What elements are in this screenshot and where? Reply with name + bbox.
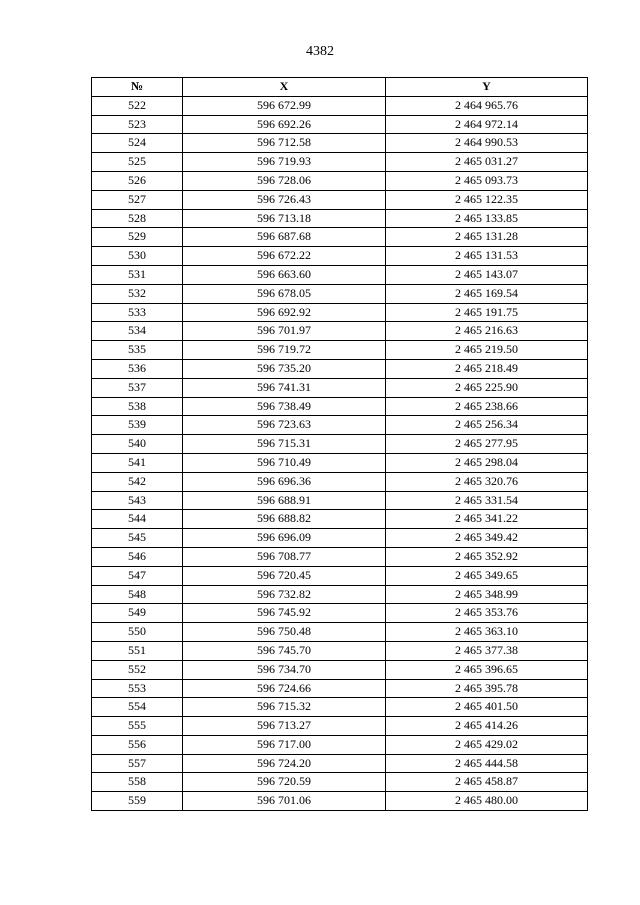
cell-number: 559 — [92, 792, 183, 811]
cell-y: 2 465 238.66 — [386, 397, 588, 416]
cell-y: 2 465 429.02 — [386, 735, 588, 754]
cell-number: 529 — [92, 228, 183, 247]
table-row — [92, 171, 588, 190]
table-row — [92, 303, 588, 322]
cell-y: 2 465 401.50 — [386, 698, 588, 717]
table-row — [92, 341, 588, 360]
table-row — [92, 641, 588, 660]
table-row — [92, 566, 588, 585]
cell-x: 596 745.70 — [183, 641, 386, 660]
cell-x: 596 734.70 — [183, 660, 386, 679]
cell-number: 531 — [92, 265, 183, 284]
cell-x: 596 688.82 — [183, 510, 386, 529]
table-row — [92, 453, 588, 472]
column-header-y: Y — [386, 78, 588, 97]
table-row — [92, 660, 588, 679]
cell-x: 596 724.20 — [183, 754, 386, 773]
coordinates-table — [91, 77, 588, 811]
table-row — [92, 698, 588, 717]
table-row — [92, 378, 588, 397]
cell-x: 596 720.45 — [183, 566, 386, 585]
cell-number: 546 — [92, 547, 183, 566]
cell-y: 2 465 191.75 — [386, 303, 588, 322]
cell-number: 555 — [92, 717, 183, 736]
cell-y: 2 465 395.78 — [386, 679, 588, 698]
cell-y: 2 465 131.53 — [386, 247, 588, 266]
cell-number: 557 — [92, 754, 183, 773]
cell-y: 2 465 414.26 — [386, 717, 588, 736]
column-header-x: X — [183, 78, 386, 97]
cell-x: 596 720.59 — [183, 773, 386, 792]
cell-y: 2 465 363.10 — [386, 623, 588, 642]
cell-y: 2 465 480.00 — [386, 792, 588, 811]
table-row — [92, 773, 588, 792]
table-row — [92, 247, 588, 266]
table-row — [92, 322, 588, 341]
cell-number: 533 — [92, 303, 183, 322]
cell-x: 596 732.82 — [183, 585, 386, 604]
cell-y: 2 465 277.95 — [386, 435, 588, 454]
table-row — [92, 115, 588, 134]
cell-x: 596 719.72 — [183, 341, 386, 360]
table-row — [92, 397, 588, 416]
cell-number: 524 — [92, 134, 183, 153]
cell-number: 523 — [92, 115, 183, 134]
cell-x: 596 663.60 — [183, 265, 386, 284]
cell-number: 550 — [92, 623, 183, 642]
table-row — [92, 359, 588, 378]
cell-number: 539 — [92, 416, 183, 435]
cell-x: 596 741.31 — [183, 378, 386, 397]
cell-number: 548 — [92, 585, 183, 604]
cell-x: 596 692.92 — [183, 303, 386, 322]
table-row — [92, 228, 588, 247]
cell-number: 540 — [92, 435, 183, 454]
table-row — [92, 754, 588, 773]
cell-y: 2 465 349.65 — [386, 566, 588, 585]
cell-x: 596 692.26 — [183, 115, 386, 134]
cell-number: 532 — [92, 284, 183, 303]
cell-y: 2 465 349.42 — [386, 529, 588, 548]
cell-y: 2 464 990.53 — [386, 134, 588, 153]
table-row — [92, 153, 588, 172]
cell-number: 526 — [92, 171, 183, 190]
column-header-number: № — [92, 78, 183, 97]
cell-number: 545 — [92, 529, 183, 548]
table-row — [92, 416, 588, 435]
cell-number: 556 — [92, 735, 183, 754]
cell-x: 596 738.49 — [183, 397, 386, 416]
cell-y: 2 465 225.90 — [386, 378, 588, 397]
cell-x: 596 726.43 — [183, 190, 386, 209]
cell-x: 596 735.20 — [183, 359, 386, 378]
cell-number: 542 — [92, 472, 183, 491]
table-row — [92, 284, 588, 303]
cell-y: 2 465 331.54 — [386, 491, 588, 510]
cell-y: 2 465 143.07 — [386, 265, 588, 284]
table-row — [92, 190, 588, 209]
cell-number: 551 — [92, 641, 183, 660]
cell-x: 596 710.49 — [183, 453, 386, 472]
cell-number: 535 — [92, 341, 183, 360]
cell-number: 543 — [92, 491, 183, 510]
cell-number: 522 — [92, 96, 183, 115]
cell-number: 538 — [92, 397, 183, 416]
cell-y: 2 465 348.99 — [386, 585, 588, 604]
table-row — [92, 209, 588, 228]
cell-x: 596 688.91 — [183, 491, 386, 510]
cell-y: 2 465 131.28 — [386, 228, 588, 247]
table-row — [92, 735, 588, 754]
page-number: 4382 — [306, 44, 334, 59]
cell-x: 596 696.36 — [183, 472, 386, 491]
cell-y: 2 465 256.34 — [386, 416, 588, 435]
cell-number: 547 — [92, 566, 183, 585]
cell-x: 596 672.99 — [183, 96, 386, 115]
cell-y: 2 465 458.87 — [386, 773, 588, 792]
table-row — [92, 679, 588, 698]
cell-y: 2 464 972.14 — [386, 115, 588, 134]
cell-y: 2 465 444.58 — [386, 754, 588, 773]
cell-x: 596 701.06 — [183, 792, 386, 811]
cell-x: 596 750.48 — [183, 623, 386, 642]
cell-x: 596 678.05 — [183, 284, 386, 303]
cell-number: 541 — [92, 453, 183, 472]
cell-x: 596 745.92 — [183, 604, 386, 623]
table-row — [92, 585, 588, 604]
cell-x: 596 715.31 — [183, 435, 386, 454]
table-header-row — [92, 78, 588, 97]
cell-number: 558 — [92, 773, 183, 792]
cell-y: 2 465 093.73 — [386, 171, 588, 190]
cell-number: 536 — [92, 359, 183, 378]
cell-y: 2 465 169.54 — [386, 284, 588, 303]
cell-y: 2 465 122.35 — [386, 190, 588, 209]
cell-x: 596 728.06 — [183, 171, 386, 190]
cell-number: 527 — [92, 190, 183, 209]
table-row — [92, 491, 588, 510]
cell-x: 596 701.97 — [183, 322, 386, 341]
table-row — [92, 547, 588, 566]
table-row — [92, 529, 588, 548]
cell-number: 537 — [92, 378, 183, 397]
cell-number: 544 — [92, 510, 183, 529]
table-row — [92, 604, 588, 623]
cell-x: 596 717.00 — [183, 735, 386, 754]
table-row — [92, 792, 588, 811]
cell-y: 2 465 133.85 — [386, 209, 588, 228]
cell-number: 552 — [92, 660, 183, 679]
cell-x: 596 713.27 — [183, 717, 386, 736]
table-row — [92, 510, 588, 529]
cell-x: 596 672.22 — [183, 247, 386, 266]
table-row — [92, 717, 588, 736]
table-row — [92, 472, 588, 491]
cell-y: 2 465 216.63 — [386, 322, 588, 341]
cell-y: 2 465 219.50 — [386, 341, 588, 360]
cell-y: 2 465 396.65 — [386, 660, 588, 679]
cell-number: 528 — [92, 209, 183, 228]
cell-x: 596 712.58 — [183, 134, 386, 153]
table-row — [92, 623, 588, 642]
cell-y: 2 465 218.49 — [386, 359, 588, 378]
cell-x: 596 724.66 — [183, 679, 386, 698]
cell-number: 553 — [92, 679, 183, 698]
table-row — [92, 265, 588, 284]
cell-x: 596 723.63 — [183, 416, 386, 435]
cell-y: 2 465 341.22 — [386, 510, 588, 529]
cell-y: 2 464 965.76 — [386, 96, 588, 115]
cell-number: 534 — [92, 322, 183, 341]
table-body — [92, 96, 588, 810]
cell-x: 596 696.09 — [183, 529, 386, 548]
table-row — [92, 435, 588, 454]
cell-x: 596 719.93 — [183, 153, 386, 172]
cell-y: 2 465 298.04 — [386, 453, 588, 472]
table-row — [92, 134, 588, 153]
cell-x: 596 715.32 — [183, 698, 386, 717]
cell-x: 596 708.77 — [183, 547, 386, 566]
cell-y: 2 465 352.92 — [386, 547, 588, 566]
cell-x: 596 687.68 — [183, 228, 386, 247]
cell-number: 554 — [92, 698, 183, 717]
cell-number: 549 — [92, 604, 183, 623]
table-row — [92, 96, 588, 115]
cell-x: 596 713.18 — [183, 209, 386, 228]
cell-y: 2 465 031.27 — [386, 153, 588, 172]
cell-y: 2 465 320.76 — [386, 472, 588, 491]
cell-y: 2 465 353.76 — [386, 604, 588, 623]
cell-number: 525 — [92, 153, 183, 172]
cell-y: 2 465 377.38 — [386, 641, 588, 660]
cell-number: 530 — [92, 247, 183, 266]
